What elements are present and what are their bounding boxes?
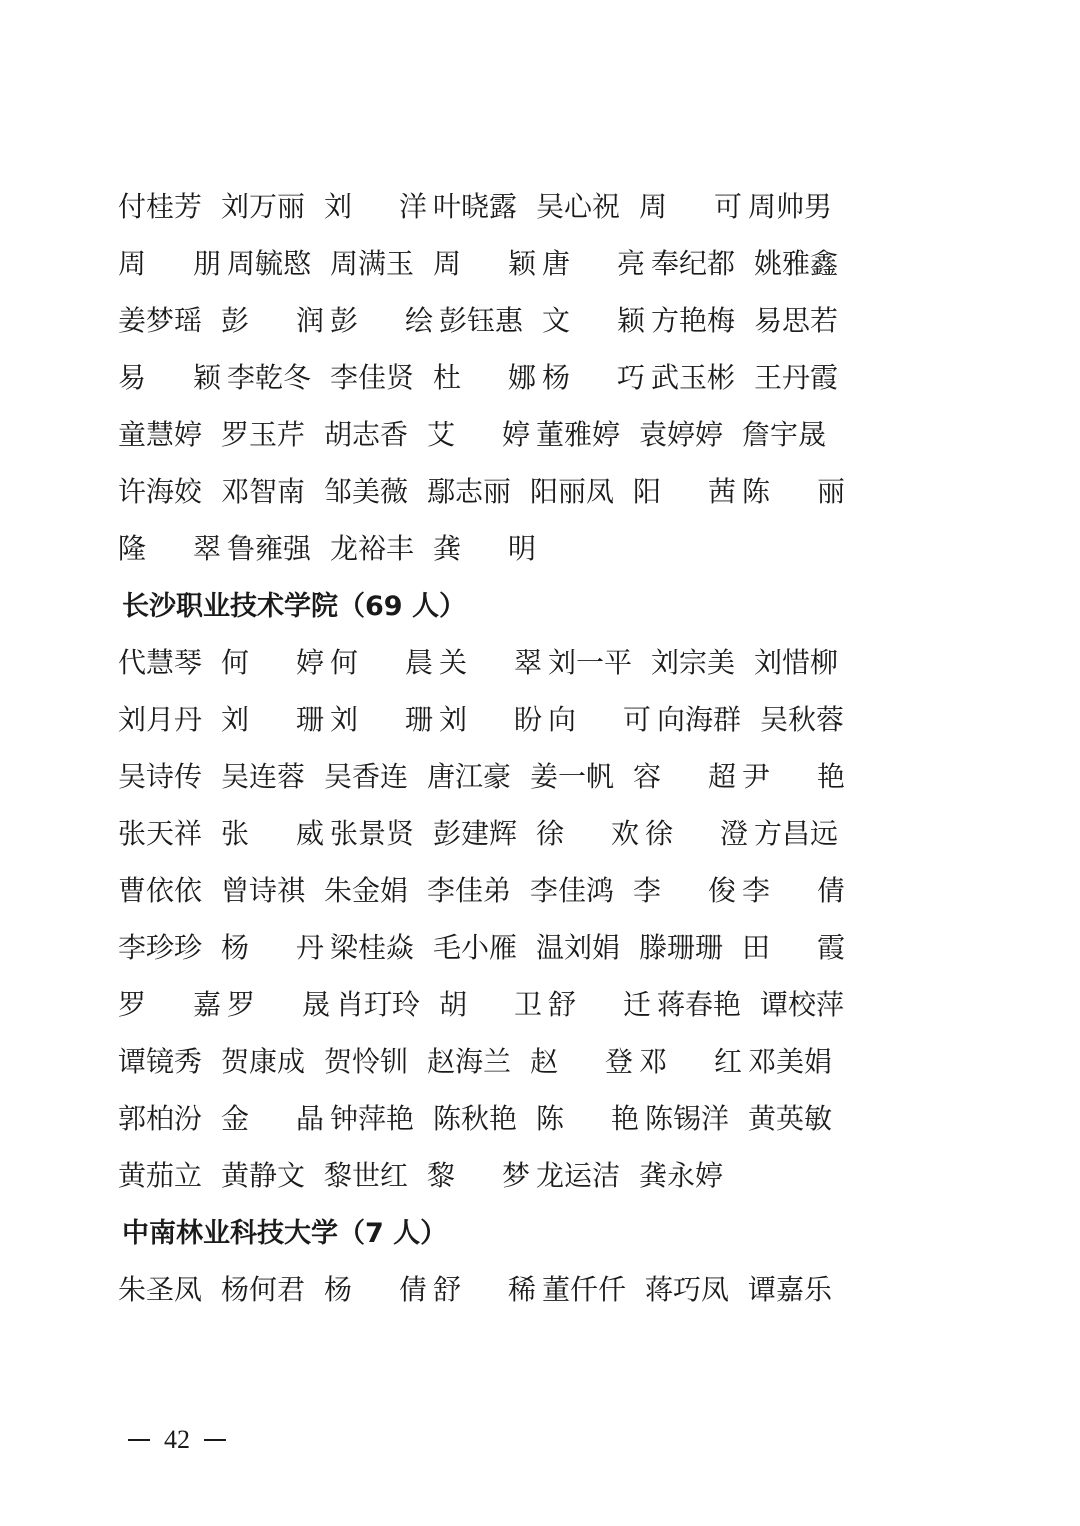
person-name: 黄静文: [221, 1158, 306, 1192]
person-name: 黄茄立: [118, 1158, 203, 1192]
person-name: 龚永婷: [639, 1158, 724, 1192]
name-row: [118, 632, 838, 689]
person-name: 杜 娜: [433, 360, 536, 394]
person-name: 贺怜钏: [324, 1044, 409, 1078]
person-name: 毛小雁: [433, 930, 518, 964]
person-name: 徐 澄: [645, 816, 748, 850]
person-name: 姜一帆: [530, 759, 615, 793]
person-name: 田 霞: [742, 930, 845, 964]
person-name: 刘惜柳: [754, 645, 839, 679]
person-name: 罗 嘉: [118, 987, 221, 1021]
footer-dash-left: [128, 1439, 150, 1441]
person-name: 舒 稀: [433, 1272, 536, 1306]
person-name: 陈锡洋: [645, 1101, 730, 1135]
name-row: [118, 290, 838, 347]
person-name: 杨 倩: [324, 1272, 427, 1306]
person-name: 张景贤: [330, 816, 415, 850]
person-name: 彭 润: [221, 303, 324, 337]
person-name: 李 俊: [633, 873, 736, 907]
person-name: 方昌远: [754, 816, 839, 850]
person-name: 陈 艳: [536, 1101, 639, 1135]
name-row: [118, 974, 845, 1031]
person-name: 向 可: [548, 702, 651, 736]
person-name: 李佳弟: [427, 873, 512, 907]
person-name: 朱圣凤: [118, 1272, 203, 1306]
section-heading-csuft: [118, 1202, 838, 1259]
person-name: 陈 丽: [742, 474, 845, 508]
name-row: [118, 1259, 838, 1316]
person-name: 吴秋蓉: [760, 702, 845, 736]
name-row: [118, 176, 838, 233]
person-name: 邓美娟: [748, 1044, 833, 1078]
person-name: 徐 欢: [536, 816, 639, 850]
person-name: 吴心祝: [536, 189, 621, 223]
person-name: 钟萍艳: [330, 1101, 415, 1135]
person-name: 龙运洁: [536, 1158, 621, 1192]
person-name: 武玉彬: [651, 360, 736, 394]
person-name: 刘宗美: [651, 645, 736, 679]
person-name: 蒋春艳: [657, 987, 742, 1021]
section-count: （69 人）: [338, 591, 466, 622]
person-name: 蒋巧凤: [645, 1272, 730, 1306]
person-name: 何 晨: [330, 645, 433, 679]
person-name: 曾诗祺: [221, 873, 306, 907]
person-name: 罗玉芹: [221, 417, 306, 451]
person-name: 隆 翠: [118, 531, 221, 565]
person-name: 周 颖: [433, 246, 536, 280]
person-name: 李珍珍: [118, 930, 203, 964]
person-name: 周满玉: [330, 246, 415, 280]
person-name: 向海群: [657, 702, 742, 736]
person-name: 刘 珊: [330, 702, 433, 736]
name-row: [118, 860, 845, 917]
person-name: 周 可: [639, 189, 742, 223]
person-name: 梁桂焱: [330, 930, 415, 964]
person-name: 唐江豪: [427, 759, 512, 793]
person-name: 李乾冬: [227, 360, 312, 394]
person-name: 关 翠: [439, 645, 542, 679]
person-name: 罗 晟: [227, 987, 330, 1021]
name-row: [118, 518, 838, 575]
person-name: 童慧婷: [118, 417, 203, 451]
person-name: 邹美薇: [324, 474, 409, 508]
name-row: [118, 1145, 838, 1202]
section-heading-changsha-vocational: [118, 575, 838, 632]
person-name: 姚雅鑫: [754, 246, 839, 280]
person-name: 张 威: [221, 816, 324, 850]
name-row: [118, 347, 838, 404]
name-row: [118, 1031, 838, 1088]
page-number: 42: [164, 1425, 190, 1454]
person-name: 彭钰惠: [439, 303, 524, 337]
person-name: 许海姣: [118, 474, 203, 508]
person-name: 周毓愍: [227, 246, 312, 280]
person-name: 代慧琴: [118, 645, 203, 679]
person-name: 周 朋: [118, 246, 221, 280]
person-name: 周帅男: [748, 189, 833, 223]
person-name: 胡 卫: [439, 987, 542, 1021]
person-name: 龚 明: [433, 531, 536, 565]
person-name: 刘 珊: [221, 702, 324, 736]
person-name: 袁婷婷: [639, 417, 724, 451]
person-name: 杨 巧: [542, 360, 645, 394]
name-row: [118, 746, 845, 803]
person-name: 鄢志丽: [427, 474, 512, 508]
person-name: 詹宇晟: [742, 417, 827, 451]
person-name: 吴诗传: [118, 759, 203, 793]
name-row: [118, 461, 845, 518]
section-title: 长沙职业技术学院: [122, 591, 338, 622]
person-name: 何 婷: [221, 645, 324, 679]
person-name: 姜梦瑶: [118, 303, 203, 337]
person-name: 杨 丹: [221, 930, 324, 964]
name-list: [118, 176, 845, 1316]
name-block-csuft: [118, 1259, 838, 1316]
person-name: 刘 洋: [324, 189, 427, 223]
person-name: 刘 盼: [439, 702, 542, 736]
person-name: 张天祥: [118, 816, 203, 850]
person-name: 鲁雍强: [227, 531, 312, 565]
person-name: 彭建辉: [433, 816, 518, 850]
person-name: 吴香连: [324, 759, 409, 793]
person-name: 容 超: [633, 759, 736, 793]
name-row: [118, 233, 838, 290]
person-name: 舒 迁: [548, 987, 651, 1021]
person-name: 朱金娟: [324, 873, 409, 907]
person-name: 董仟仟: [542, 1272, 627, 1306]
person-name: 李佳贤: [330, 360, 415, 394]
name-row: [118, 689, 845, 746]
page-footer: [128, 1425, 226, 1455]
person-name: 赵海兰: [427, 1044, 512, 1078]
person-name: 曹依依: [118, 873, 203, 907]
name-block-previous: [118, 176, 845, 575]
section-count: （7 人）: [338, 1218, 448, 1249]
name-row: [118, 1088, 838, 1145]
person-name: 尹 艳: [742, 759, 845, 793]
person-name: 刘月丹: [118, 702, 203, 736]
name-row: [118, 917, 845, 974]
person-name: 艾 婷: [427, 417, 530, 451]
person-name: 郭柏汾: [118, 1101, 203, 1135]
name-row: [118, 803, 838, 860]
person-name: 黎 梦: [427, 1158, 530, 1192]
person-name: 温刘娟: [536, 930, 621, 964]
person-name: 黄英敏: [748, 1101, 833, 1135]
person-name: 王丹霞: [754, 360, 839, 394]
person-name: 奉纪都: [651, 246, 736, 280]
person-name: 文 颖: [542, 303, 645, 337]
person-name: 陈秋艳: [433, 1101, 518, 1135]
person-name: 邓 红: [639, 1044, 742, 1078]
person-name: 金 晶: [221, 1101, 324, 1135]
person-name: 谭镜秀: [118, 1044, 203, 1078]
person-name: 邓智南: [221, 474, 306, 508]
person-name: 谭嘉乐: [748, 1272, 833, 1306]
person-name: 谭校萍: [760, 987, 845, 1021]
section-title: 中南林业科技大学: [122, 1218, 338, 1249]
person-name: 黎世红: [324, 1158, 409, 1192]
person-name: 龙裕丰: [330, 531, 415, 565]
person-name: 阳丽凤: [530, 474, 615, 508]
person-name: 刘万丽: [221, 189, 306, 223]
person-name: 唐 亮: [542, 246, 645, 280]
person-name: 贺康成: [221, 1044, 306, 1078]
person-name: 易 颖: [118, 360, 221, 394]
person-name: 吴连蓉: [221, 759, 306, 793]
footer-dash-right: [204, 1439, 226, 1441]
person-name: 易思若: [754, 303, 839, 337]
person-name: 胡志香: [324, 417, 409, 451]
person-name: 滕珊珊: [639, 930, 724, 964]
name-row: [118, 404, 838, 461]
person-name: 董雅婷: [536, 417, 621, 451]
person-name: 李佳鸿: [530, 873, 615, 907]
person-name: 彭 绘: [330, 303, 433, 337]
person-name: 赵 登: [530, 1044, 633, 1078]
person-name: 肖玎玲: [336, 987, 421, 1021]
person-name: 杨何君: [221, 1272, 306, 1306]
person-name: 付桂芳: [118, 189, 203, 223]
person-name: 叶晓露: [433, 189, 518, 223]
person-name: 刘一平: [548, 645, 633, 679]
person-name: 阳 茜: [633, 474, 736, 508]
person-name: 李 倩: [742, 873, 845, 907]
name-block-changsha-vocational: [118, 632, 845, 1202]
person-name: 方艳梅: [651, 303, 736, 337]
